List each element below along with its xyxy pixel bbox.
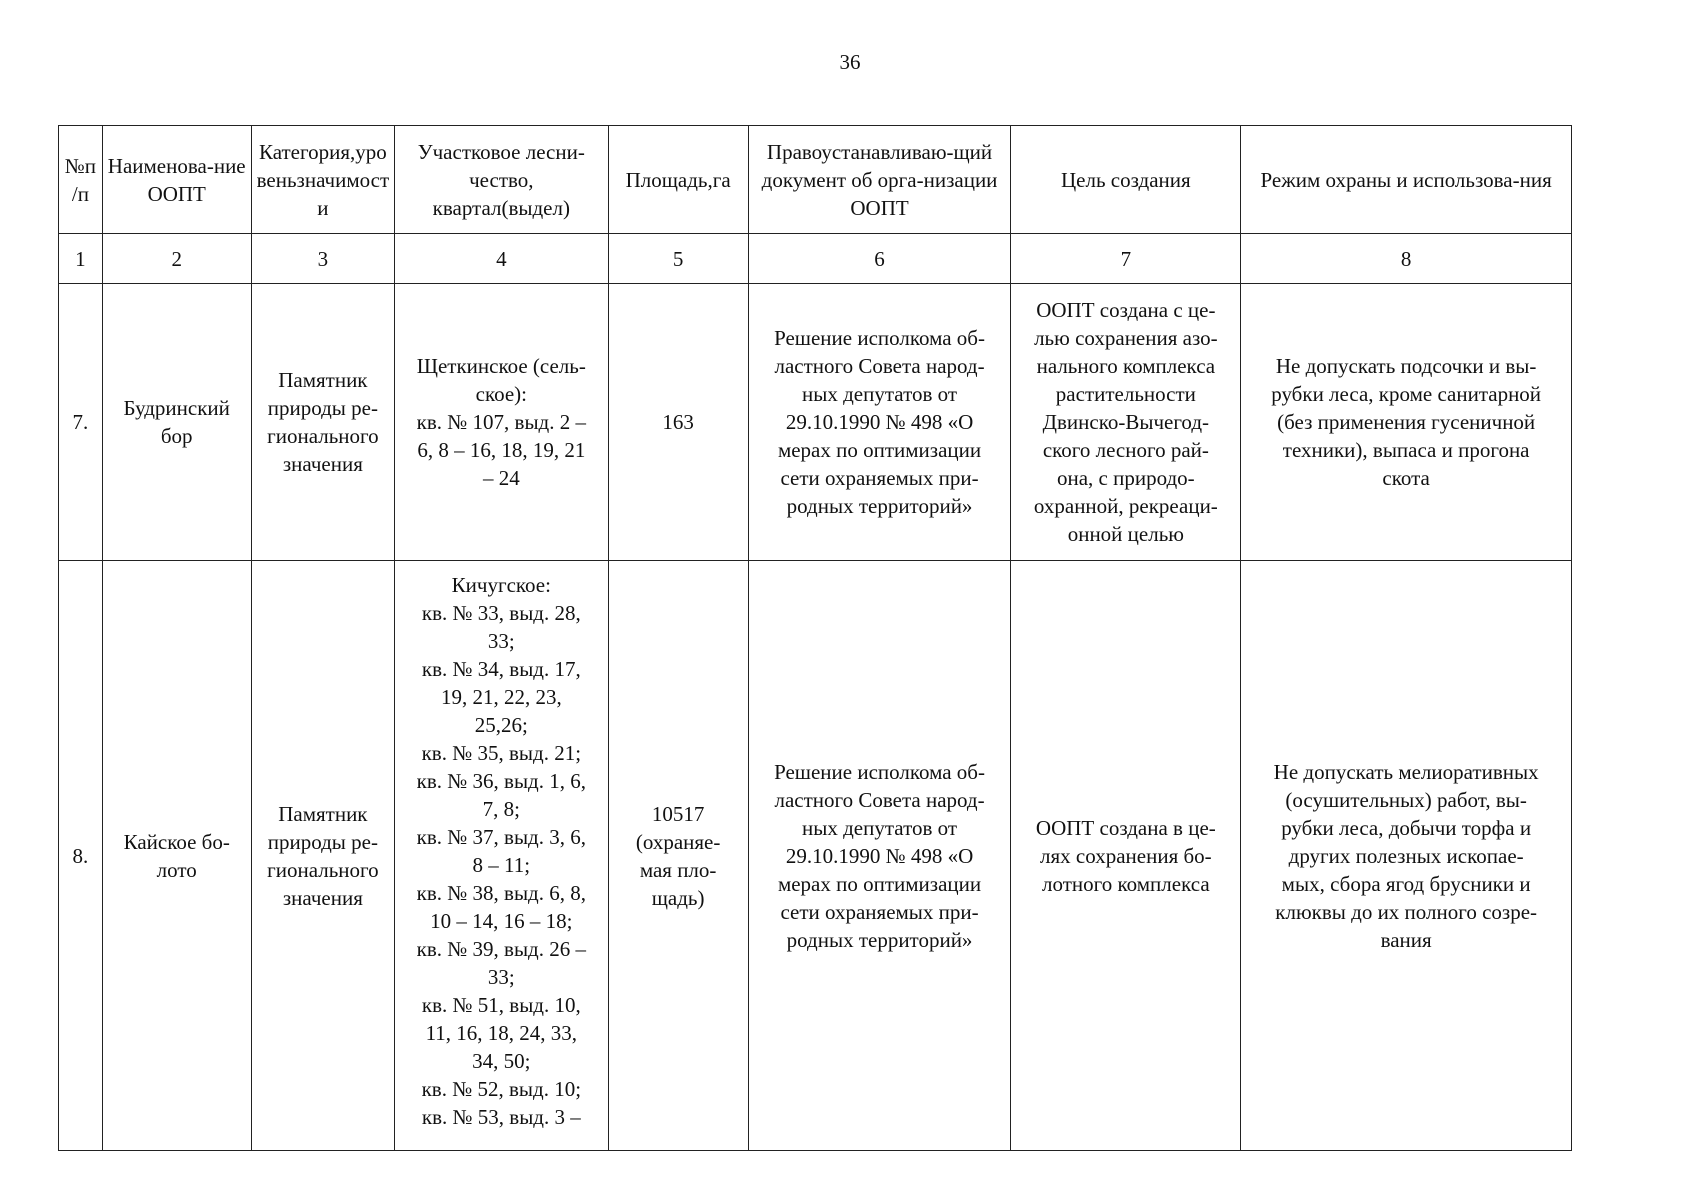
header-regime: Режим охраны и использова-ния [1241, 126, 1572, 234]
column-number: 3 [251, 234, 394, 284]
header-name: Наименова-ние ООПТ [102, 126, 251, 234]
protected-areas-table [58, 125, 1572, 1151]
protection-regime: Не допускать мелиоративных (осушительных) работ, вы- рубки леса, добычи торфа и других полезных ископае- мых, сбора ягод брусники и клюквы до их полного созре- вания [1241, 561, 1572, 1151]
header-purpose: Цель создания [1011, 126, 1241, 234]
table-row [59, 284, 1572, 561]
protection-regime: Не допускать подсочки и вы- рубки леса, кроме санитарной (без применения гусеничной техники), выпаса и прогона скота [1241, 284, 1572, 561]
header-document: Правоустанавливаю-щий документ об орга-низации ООПТ [748, 126, 1011, 234]
legal-document: Решение исполкома об- ластного Совета народ- ных депутатов от 29.10.1990 № 498 «О мерах по оптимизации сети охраняемых при- родных территорий» [748, 561, 1011, 1151]
forestry-plots: Кичугское: кв. № 33, выд. 28, 33; кв. № 34, выд. 17, 19, 21, 22, 23, 25,26; кв. № 35, выд. 21; кв. № 36, выд. 1, 6, 7, 8; кв. № 37, выд. 3, 6, 8 – 11; кв. № 38, выд. 6, 8, 10 – 14, 16 – 18; кв. № 39, выд. 26 – 33; кв. № 51, выд. 10, 11, 16, 18, 24, 33, 34, 50; кв. № 52, выд. 10; кв. № 53, выд. 3 – [395, 561, 608, 1151]
creation-purpose: ООПТ создана с це- лью сохранения азо- нального комплекса растительности Двинско-Вычегод- ского лесного рай- она, с природо- охранной, рекреаци- онной целью [1011, 284, 1241, 561]
column-number: 6 [748, 234, 1011, 284]
table-row [59, 561, 1572, 1151]
column-number: 8 [1241, 234, 1572, 284]
legal-document: Решение исполкома об- ластного Совета народ- ных депутатов от 29.10.1990 № 498 «О мерах по оптимизации сети охраняемых при- родных территорий» [748, 284, 1011, 561]
column-number: 2 [102, 234, 251, 284]
header-row [59, 126, 1572, 234]
column-number: 4 [395, 234, 608, 284]
row-number: 8. [59, 561, 103, 1151]
area-category: Памятник природы ре- гионального значения [251, 561, 394, 1151]
header-area: Площадь,га [608, 126, 748, 234]
header-number: №п/п [59, 126, 103, 234]
row-number: 7. [59, 284, 103, 561]
area-name: Будринский бор [102, 284, 251, 561]
column-number: 5 [608, 234, 748, 284]
column-number-row [59, 234, 1572, 284]
header-forestry: Участковое лесни-чество, квартал(выдел) [395, 126, 608, 234]
area-size: 163 [608, 284, 748, 561]
area-name: Кайское бо- лото [102, 561, 251, 1151]
area-category: Памятник природы ре- гионального значения [251, 284, 394, 561]
page-number: 36 [839, 50, 861, 74]
column-number: 1 [59, 234, 103, 284]
forestry-plots: Щеткинское (сель- ское): кв. № 107, выд. 2 – 6, 8 – 16, 18, 19, 21 – 24 [395, 284, 608, 561]
creation-purpose: ООПТ создана в це- лях сохранения бо- лотного комплекса [1011, 561, 1241, 1151]
area-size: 10517 (охраняе- мая пло- щадь) [608, 561, 748, 1151]
column-number: 7 [1011, 234, 1241, 284]
header-category: Категория,уровеньзначимости [251, 126, 394, 234]
